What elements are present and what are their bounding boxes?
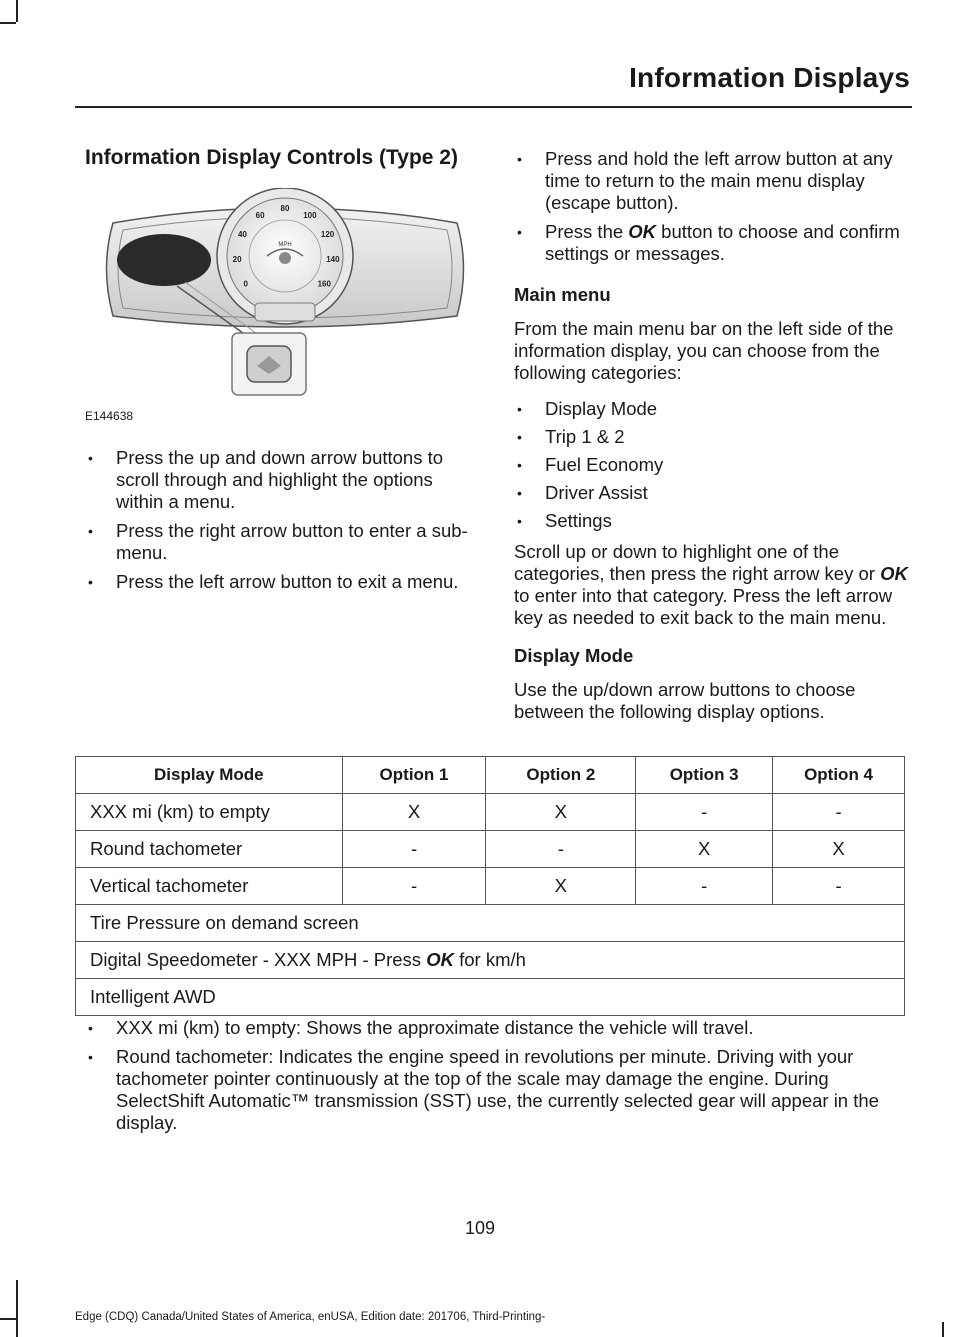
table-row	[76, 979, 905, 1016]
list-item: • Display Mode	[514, 398, 908, 420]
text-run: Press the	[545, 221, 629, 242]
crop-mark	[0, 22, 16, 24]
list-item: • Press the up and down arrow buttons to scroll through and highlight the options within a menu.	[85, 447, 475, 513]
table-row	[76, 831, 905, 868]
list-item: • Settings	[514, 510, 908, 532]
list-item: • Trip 1 & 2	[514, 426, 908, 448]
column-header: Display Mode	[76, 757, 343, 794]
table-cell: Vertical tachometer	[76, 868, 343, 905]
column-header: Option 1	[342, 757, 486, 794]
table-cell: Intelligent AWD	[76, 979, 905, 1016]
table-cell: X	[486, 794, 636, 831]
text-run: to enter into that category. Press the left arrow key as needed to exit back to the main menu.	[514, 585, 893, 628]
table-cell: XXX mi (km) to empty	[76, 794, 343, 831]
list-item: • Press the right arrow button to enter a sub-menu.	[85, 520, 475, 564]
text-run: Digital Speedometer - XXX MPH - Press	[90, 949, 427, 970]
table-cell: -	[636, 868, 773, 905]
crop-mark	[942, 1322, 944, 1337]
speedo-tick-label: 20	[232, 255, 242, 265]
section-heading: Information Display Controls (Type 2)	[85, 146, 458, 169]
ok-button-label: OK	[426, 949, 454, 970]
table-cell: -	[773, 794, 905, 831]
speedo-tick-label: 60	[255, 211, 265, 220]
list-item: • Fuel Economy	[514, 454, 908, 476]
mph-label: MPH	[278, 242, 292, 248]
category-list	[514, 398, 908, 532]
speedo-tick-label: 80	[280, 204, 290, 213]
list-item: • Driver Assist	[514, 482, 908, 504]
table-row	[76, 905, 905, 942]
instrument-cluster-illustration	[85, 188, 475, 413]
text-run: Scroll up or down to highlight one of the categories, then press the right arrow key or	[514, 541, 881, 584]
table-row	[76, 794, 905, 831]
column-header: Option 2	[486, 757, 636, 794]
table-cell	[76, 942, 905, 979]
display-mode-heading: Display Mode	[514, 645, 634, 666]
column-header: Option 3	[636, 757, 773, 794]
table-cell: X	[486, 868, 636, 905]
header-rule	[75, 106, 912, 108]
table-row	[76, 868, 905, 905]
footer-edition-text: Edge (CDQ) Canada/United States of America, enUSA, Edition date: 201706, Third-Printing-	[75, 1311, 546, 1323]
speedo-tick-label: 140	[326, 255, 340, 265]
crop-mark	[16, 0, 18, 22]
list-item: • Round tachometer: Indicates the engine speed in revolutions per minute. Driving with your tachometer pointer continuously at the top of the scale may damage the engine. During SelectShift Automatic™ transmission (SST) use, the currently selected gear will appear in the display.	[85, 1046, 910, 1134]
table-cell: -	[486, 831, 636, 868]
ok-button-label: OK	[880, 563, 908, 584]
crop-mark	[0, 1318, 16, 1320]
crop-mark	[16, 1280, 18, 1337]
table-row	[76, 942, 905, 979]
speedo-tick-label: 120	[320, 229, 335, 239]
figure-code: E144638	[85, 409, 134, 423]
main-menu-intro: From the main menu bar on the left side of the information display, you can choose from the following categories:	[514, 318, 894, 383]
controls-bullet-list-continued	[514, 148, 908, 265]
table-cell: X	[342, 794, 486, 831]
scroll-instructions	[514, 541, 908, 629]
table-cell: -	[773, 868, 905, 905]
table-cell: Round tachometer	[76, 831, 343, 868]
display-mode-text: Use the up/down arrow buttons to choose between the following display options.	[514, 679, 856, 722]
ok-button-label: OK	[628, 221, 657, 242]
speedo-tick-label: 40	[237, 229, 247, 239]
right-column	[514, 148, 908, 723]
list-item: • Press and hold the left arrow button at any time to return to the main menu display (escape button).	[514, 148, 908, 214]
left-column	[85, 146, 475, 593]
info-display-callout-ellipse	[117, 234, 211, 286]
column-header: Option 4	[773, 757, 905, 794]
speedo-tick-label: 100	[303, 211, 317, 220]
table-cell: -	[342, 868, 486, 905]
page-header-title: Information Displays	[629, 62, 910, 93]
table-cell: X	[773, 831, 905, 868]
page-number: 109	[464, 1218, 496, 1238]
list-item: • XXX mi (km) to empty: Shows the approximate distance the vehicle will travel.	[85, 1017, 910, 1039]
list-item: • Press the left arrow button to exit a menu.	[85, 571, 475, 593]
table-cell: -	[636, 794, 773, 831]
speedo-tick-label: 160	[317, 279, 331, 289]
list-item	[514, 221, 908, 265]
text-run: for km/h	[453, 949, 526, 970]
text-run: button to choose and confirm settings or messages.	[545, 221, 900, 264]
main-menu-heading: Main menu	[514, 284, 611, 305]
display-option-descriptions	[85, 1017, 910, 1134]
table-cell: Tire Pressure on demand screen	[76, 905, 905, 942]
table-cell: X	[636, 831, 773, 868]
speedo-tick-label: 0	[243, 279, 248, 289]
instrument-cluster-figure	[85, 188, 475, 423]
controls-bullet-list	[85, 447, 475, 593]
table-cell: -	[342, 831, 486, 868]
table-header-row	[76, 757, 905, 794]
display-mode-table-wrap	[75, 756, 905, 1016]
display-mode-table	[75, 756, 905, 1016]
